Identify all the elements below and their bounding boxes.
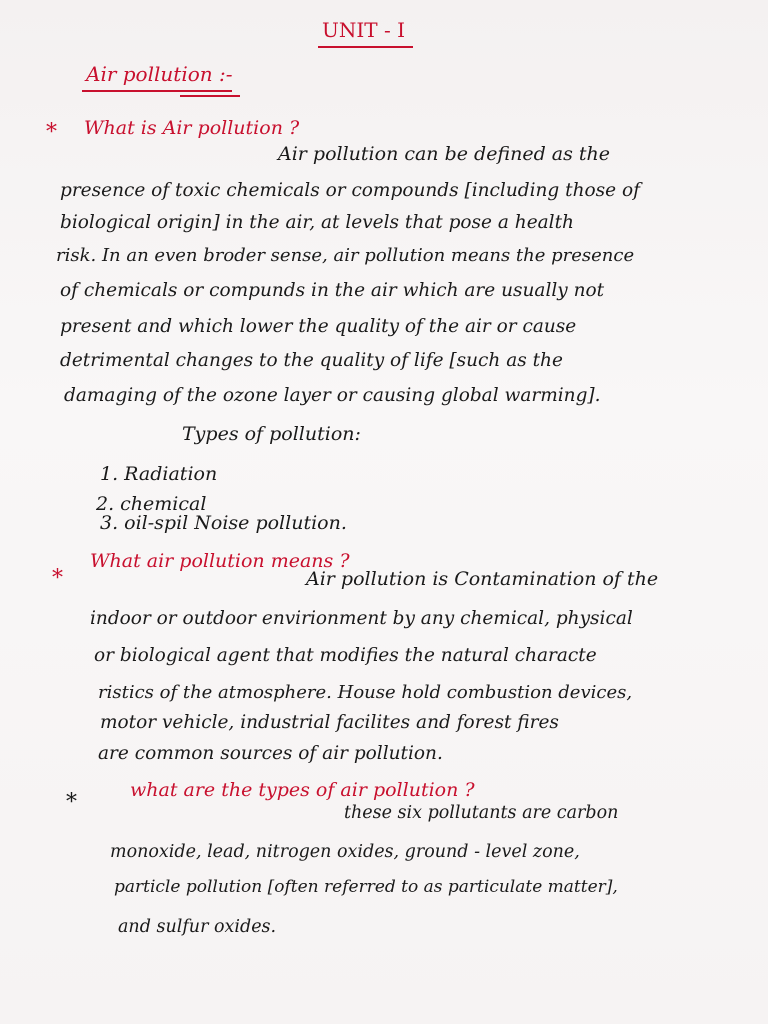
types-item-1: 1. Radiation [100, 463, 218, 485]
unit-title: UNIT - I [322, 18, 405, 42]
q3-line-1: these six pollutants are carbon [344, 803, 619, 823]
types-item-3: 3. oil-spil Noise pollution. [100, 512, 347, 534]
q2-line-6: are common sources of air pollution. [98, 743, 443, 764]
q3-line-2: monoxide, lead, nitrogen oxides, ground - level zone, [110, 842, 580, 862]
q1-line-1: Air pollution can be defined as the [278, 143, 611, 165]
bullet-q1: * [46, 120, 57, 145]
q1-line-2: presence of toxic chemicals or compounds [including those of [60, 180, 640, 201]
q1-heading: What is Air pollution ? [84, 117, 300, 139]
bullet-q3: * [66, 790, 77, 815]
q1-line-4: risk. In an even broder sense, air pollution means the presence [56, 245, 635, 266]
q3-heading: what are the types of air pollution ? [130, 779, 475, 801]
q3-line-4: and sulfur oxides. [118, 917, 277, 937]
q1-line-5: of chemicals or compunds in the air which are usually not [60, 280, 605, 301]
section-title: Air pollution :- [86, 62, 233, 86]
q2-line-5: motor vehicle, industrial facilites and forest fires [100, 712, 559, 733]
q1-line-8: damaging of the ozone layer or causing global warming]. [64, 385, 601, 406]
q2-line-3: or biological agent that modifies the natural characte [94, 645, 597, 666]
bullet-q2: * [52, 566, 63, 591]
types-item-2: 2. chemical [96, 493, 207, 515]
q3-line-3: particle pollution [often referred to as particulate matter], [114, 877, 618, 897]
q2-line-2: indoor or outdoor envirionment by any chemical, physical [90, 608, 633, 629]
section-title-underline [82, 90, 232, 92]
types-heading: Types of pollution: [182, 423, 361, 445]
q1-line-6: present and which lower the quality of the air or cause [60, 316, 577, 337]
section-title-underline-2 [180, 95, 240, 97]
q1-line-7: detrimental changes to the quality of life [such as the [60, 350, 563, 371]
q1-line-3: biological origin] in the air, at levels that pose a health [60, 212, 574, 233]
unit-title-underline [318, 46, 413, 48]
q2-heading: What air pollution means ? [90, 550, 350, 572]
q2-line-1: Air pollution is Contamination of the [306, 568, 659, 590]
q2-line-4: ristics of the atmosphere. House hold combustion devices, [98, 682, 633, 703]
